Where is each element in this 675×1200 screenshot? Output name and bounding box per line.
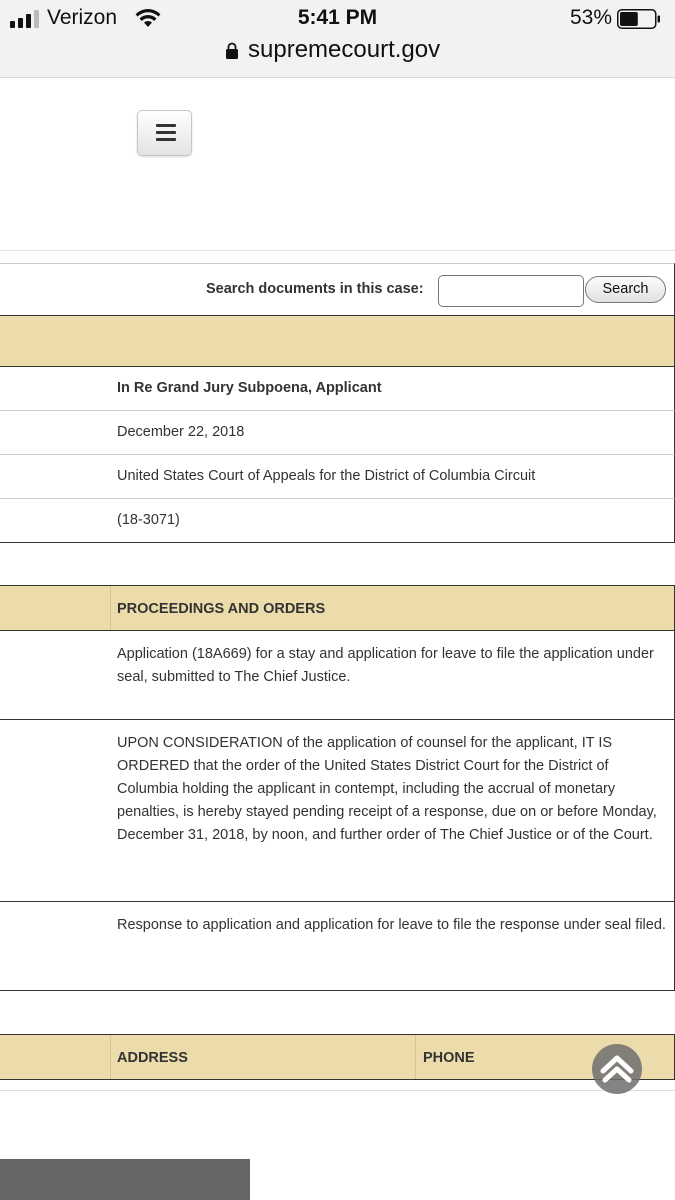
proceedings-title: PROCEEDINGS AND ORDERS bbox=[117, 601, 326, 617]
lower-court-case-number: (18-3071) bbox=[117, 512, 180, 528]
case-title-row bbox=[0, 367, 675, 411]
phone-column-header: PHONE bbox=[423, 1050, 475, 1066]
lower-court: United States Court of Appeals for the District of Columbia Circuit bbox=[117, 468, 536, 484]
case-date: December 22, 2018 bbox=[117, 424, 245, 440]
battery-icon bbox=[617, 9, 661, 29]
case-date-row bbox=[0, 411, 675, 455]
search-row bbox=[0, 263, 675, 316]
lower-court-row bbox=[0, 455, 675, 499]
proceeding-entry bbox=[0, 902, 675, 991]
proceedings-header bbox=[0, 585, 675, 631]
lock-icon bbox=[225, 42, 239, 59]
search-label: Search documents in this case: bbox=[206, 281, 424, 297]
hamburger-menu-icon bbox=[156, 124, 176, 127]
case-header-band bbox=[0, 316, 675, 367]
divider bbox=[0, 250, 675, 251]
clock-time: 5:41 PM bbox=[297, 6, 378, 29]
divider bbox=[0, 1090, 675, 1091]
lower-court-case-row bbox=[0, 499, 675, 543]
scroll-to-top-button[interactable] bbox=[592, 1044, 642, 1094]
proceeding-text: UPON CONSIDERATION of the application of counsel for the applicant, IT IS ORDERED that the order of the United States District Court for the District of Columbia holding the applicant in contempt, including the accrual of monetary penalties, is hereby stayed pending receipt of a response, due on or before Monday, December 31, 2018, by noon, and further order of The Chief Justice or of the Court. bbox=[117, 735, 657, 843]
chevron-up-icon bbox=[599, 1053, 635, 1085]
address-column-header: ADDRESS bbox=[117, 1050, 188, 1066]
proceeding-entry bbox=[0, 631, 675, 720]
carrier-name: Verizon bbox=[47, 6, 118, 29]
contacts-header bbox=[0, 1034, 675, 1080]
browser-top-bar bbox=[0, 0, 675, 78]
case-title: In Re Grand Jury Subpoena, Applicant bbox=[117, 380, 382, 396]
url-address[interactable]: supremecourt.gov bbox=[248, 36, 441, 63]
proceeding-entry bbox=[0, 720, 675, 902]
proceeding-text: Application (18A669) for a stay and application for leave to file the application under seal, submitted to The Chief Justice. bbox=[117, 646, 654, 685]
search-input[interactable] bbox=[438, 275, 584, 307]
menu-button[interactable] bbox=[137, 110, 192, 156]
bottom-toolbar bbox=[0, 1159, 250, 1200]
battery-percent: 53% bbox=[569, 6, 612, 29]
search-button[interactable]: Search bbox=[585, 276, 666, 303]
proceeding-text: Response to application and application for leave to file the response under seal filed. bbox=[117, 917, 666, 933]
